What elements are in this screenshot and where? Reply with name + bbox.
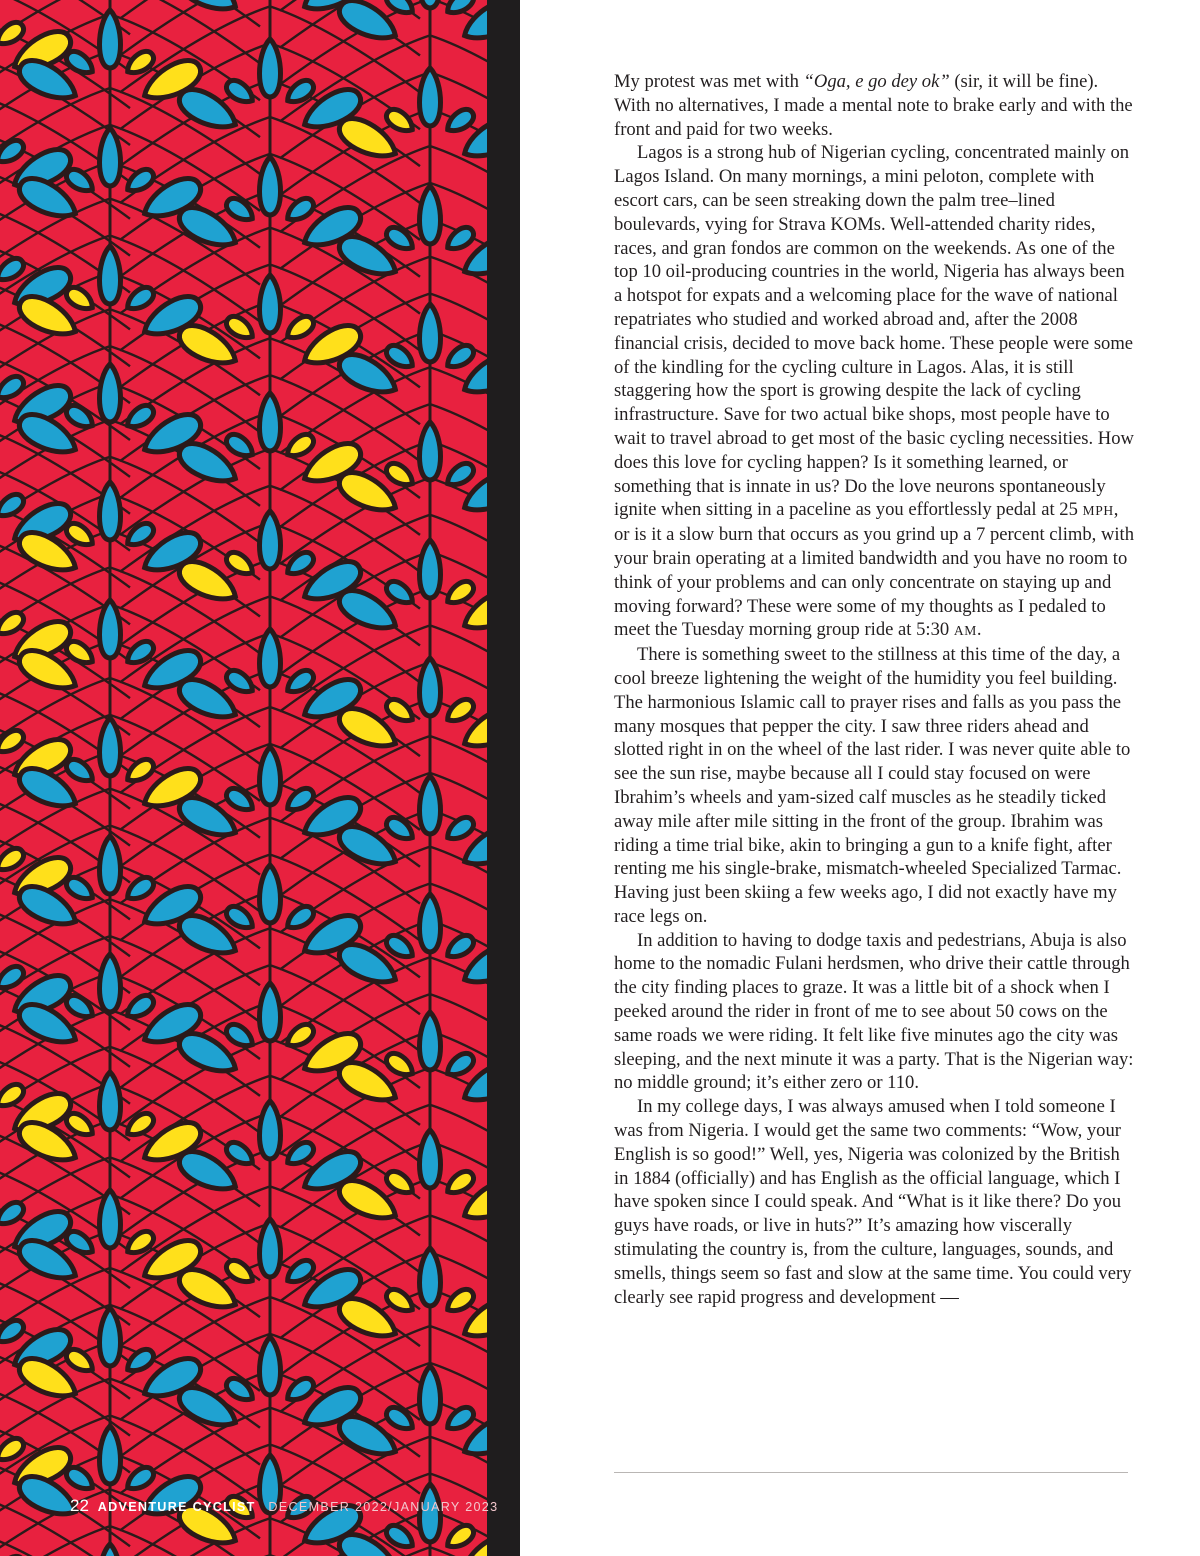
leaf-shape [383,342,417,373]
leaf-shape [420,1012,441,1070]
leaf-shape [283,903,317,934]
leaf-shape [260,865,281,923]
leaf-shape [260,1101,281,1159]
leaf-shape [223,549,257,580]
leaf-shape [383,1286,417,1317]
palm-leaf-pattern-art [0,0,487,1556]
leaf-shape [420,186,441,244]
page-footer [70,1498,498,1515]
leaf-shape [0,963,27,994]
leaf-shape [0,491,27,522]
leaf-shape [123,1110,157,1141]
leaf-shape [260,983,281,1041]
column-rule [614,1472,1128,1473]
leaf-shape [283,667,317,698]
leaf-shape [420,540,441,598]
leaf-shape [63,402,97,433]
leaf-shape [0,1199,27,1230]
leaf-shape [223,1257,257,1288]
leaf-shape [123,992,157,1023]
leaf-shape [420,894,441,952]
leaf-shape [443,460,477,491]
leaf-shape [0,609,27,640]
leaf-shape [223,785,257,816]
leaf-shape [63,756,97,787]
leaf-shape [0,255,27,286]
leaf-shape [63,992,97,1023]
leaf-shape [420,1130,441,1188]
leaf-shape [443,1522,477,1553]
leaf-shape [100,836,121,894]
leaf-shape [63,1464,97,1495]
leaf-shape [100,1426,121,1484]
paragraph: In addition to having to dodge taxis and pedestrians, Abuja is also home to the nomadic Fulani herdsmen, who drive their cattle through the city finding places to graze. It was a little bit of a shock when I peeked around the rider in front of me to see about 50 cows on the same roads we were riding. It felt like five minutes ago the city was sleeping, and the next minute it was a party. That is the Nigerian way: no middle ground; it’s either zero or 110. [614,929,1134,1094]
leaf-shape [383,1168,417,1199]
leaf-shape [260,747,281,805]
leaf-shape [223,195,257,226]
leaf-shape [383,696,417,727]
leaf-shape [123,1228,157,1259]
leaf-shape [63,284,97,315]
leaf-shape [420,658,441,716]
paragraph: There is something sweet to the stillness at this time of the day, a cool breeze lightening the weight of the humidity you feel building. The harmonious Islamic call to prayer rises and falls as you pass the many mosques that pepper the city. I saw three riders ahead and slotted right in on the wheel of the last rider. I was never quite able to see the sun rise, maybe because all I could stay focused on were Ibrahim’s wheels and yam-sized calf muscles as he steadily ticked away mile after mile sitting in the front of the group. Ibrahim was riding a time trial bike, akin to bringing a gun to a knife fight, after renting me his single-brake, mismatch-wheeled Specialized Tarmac. Having just been skiing a few weeks ago, I did not exactly have my race legs on. [614,644,1131,927]
leaf-shape [63,874,97,905]
leaf-shape [260,393,281,451]
leaf-shape [100,246,121,304]
leaf-shape [123,520,157,551]
leaf-shape [383,932,417,963]
leaf-shape [283,1257,317,1288]
leaf-shape [383,814,417,845]
leaf-shape [420,422,441,480]
leaf-shape [100,1544,121,1556]
leaf-shape [420,1248,441,1306]
leaf-shape [283,1139,317,1170]
leaf-shape [63,1346,97,1377]
leaf-shape [100,1190,121,1248]
leaf-shape [100,482,121,540]
leaf-shape [123,874,157,905]
leaf-shape [443,932,477,963]
leaf-shape [100,1072,121,1130]
leaf-shape [100,600,121,658]
paragraph: Lagos is a strong hub of Nigerian cycling, concentrated mainly on Lagos Island. On many mornings, a mini peloton, complete with escort cars, can be seen streaking down the palm tree–lined boulevards, vying for Strava KOMs. Well-attended charity rides, races, and gran fondos are common on the weekends. As one of the top 10 oil-producing countries in the world, Nigeria has always been a hotspot for expats and a welcoming place for the wave of national repatriates who studied and worked abroad and, after the 2008 financial crisis, decided to move back home. These people were some of the kindling for the cycling culture in Lagos. Alas, it is still staggering how the sport is growing despite the lack of cycling infrastructure. Save for two actual bike shops, most people have to wait to travel abroad to get most of the basic cycling necessities. How does this love for cycling happen? Is it something learned, or something that is innate in us? Do the love neurons spontaneously ignite when sitting in a paceline as you effortlessly pedal at 25 MPH, or is it a slow burn that occurs as you grind up a 7 percent climb, with your brain operating at a limited bandwidth and you have no room to think of your problems and can only concentrate on staying up and moving forward? These were some of my thoughts as I pedaled to meet the Tuesday morning group ride at 5:30 AM. [614,142,1134,641]
leaf-shape [283,313,317,344]
leaf-shape [223,77,257,108]
leaf-shape [420,68,441,126]
leaf-shape [443,578,477,609]
leaf-shape [223,1139,257,1170]
leaf-shape [383,1050,417,1081]
article-body [614,70,1134,1309]
leaf-shape [283,77,317,108]
leaf-shape [283,195,317,226]
leaf-shape [123,284,157,315]
leaf-shape [383,578,417,609]
leaf-shape [283,1375,317,1406]
leaf-shape [443,1050,477,1081]
leaf-shape [63,48,97,79]
leaf-shape [123,1346,157,1377]
leaf-shape [223,313,257,344]
leaf-shape [0,19,27,50]
leaf-shape [283,549,317,580]
leaf-shape [0,1081,27,1112]
leaf-shape [383,106,417,137]
leaf-shape [100,364,121,422]
leaf-shape [443,1168,477,1199]
leaf-shape [223,667,257,698]
leaf-shape [283,785,317,816]
leaf-shape [383,1522,417,1553]
leaf-shape [223,1021,257,1052]
leaf-shape [0,1435,27,1466]
leaf-shape [260,511,281,569]
leaf-shape [383,1404,417,1435]
leaf-shape [123,638,157,669]
leaf-shape [123,756,157,787]
leaf-shape [420,304,441,362]
leaf-shape [100,718,121,776]
leaf-shape [443,342,477,373]
leaf-shape [383,224,417,255]
leaf-shape [443,224,477,255]
leaf-shape [443,1286,477,1317]
leaf-shape [260,275,281,333]
leaf-shape [123,48,157,79]
paragraph: My protest was met with “Oga, e go dey ok” (sir, it will be fine). With no alternatives, I made a mental note to brake early and with the front and paid for two weeks. [614,71,1133,140]
leaf-shape [100,10,121,68]
leaf-shape [283,1021,317,1052]
black-border-stripe [487,0,520,1556]
leaf-shape [443,696,477,727]
leaf-shape [223,431,257,462]
leaf-shape [63,1228,97,1259]
paragraph: In my college days, I was always amused when I told someone I was from Nigeria. I would get the same two comments: “Wow, your English is so good!” Well, yes, Nigeria was colonized by the British in 1884 (officially) and has English as the official language, which I have spoken since I could speak. And “What is it like there? Do you guys have roads, or live in huts?” It’s amazing how viscerally stimulating the country is, from the culture, languages, sounds, and smells, things seem so fast and slow at the same time. You could very clearly see rapid progress and development — [614,1096,1132,1308]
leaf-shape [283,431,317,462]
leaf-shape [420,1366,441,1424]
leaf-shape [260,157,281,215]
leaf-shape [260,39,281,97]
magazine-name: ADVENTURE CYCLIST [97,1500,256,1514]
leaf-shape [443,106,477,137]
leaf-shape [123,1464,157,1495]
leaf-shape [260,1219,281,1277]
leaf-shape [420,0,441,8]
leaf-shape [100,1308,121,1366]
leaf-shape [223,1375,257,1406]
leaf-shape [63,166,97,197]
leaf-shape [223,903,257,934]
leaf-shape [260,629,281,687]
wax-print-pattern [0,0,487,1556]
page-number: 22 [70,1496,89,1515]
leaf-shape [100,128,121,186]
leaf-shape [420,776,441,834]
issue-date: DECEMBER 2022/JANUARY 2023 [268,1500,499,1514]
leaf-shape [443,814,477,845]
leaf-shape [0,373,27,404]
leaf-shape [260,1337,281,1395]
leaf-shape [63,638,97,669]
leaf-shape [443,1404,477,1435]
leaf-shape [383,460,417,491]
leaf-shape [100,954,121,1012]
leaf-shape [123,402,157,433]
leaf-shape [0,845,27,876]
leaf-shape [123,166,157,197]
leaf-shape [174,0,242,19]
